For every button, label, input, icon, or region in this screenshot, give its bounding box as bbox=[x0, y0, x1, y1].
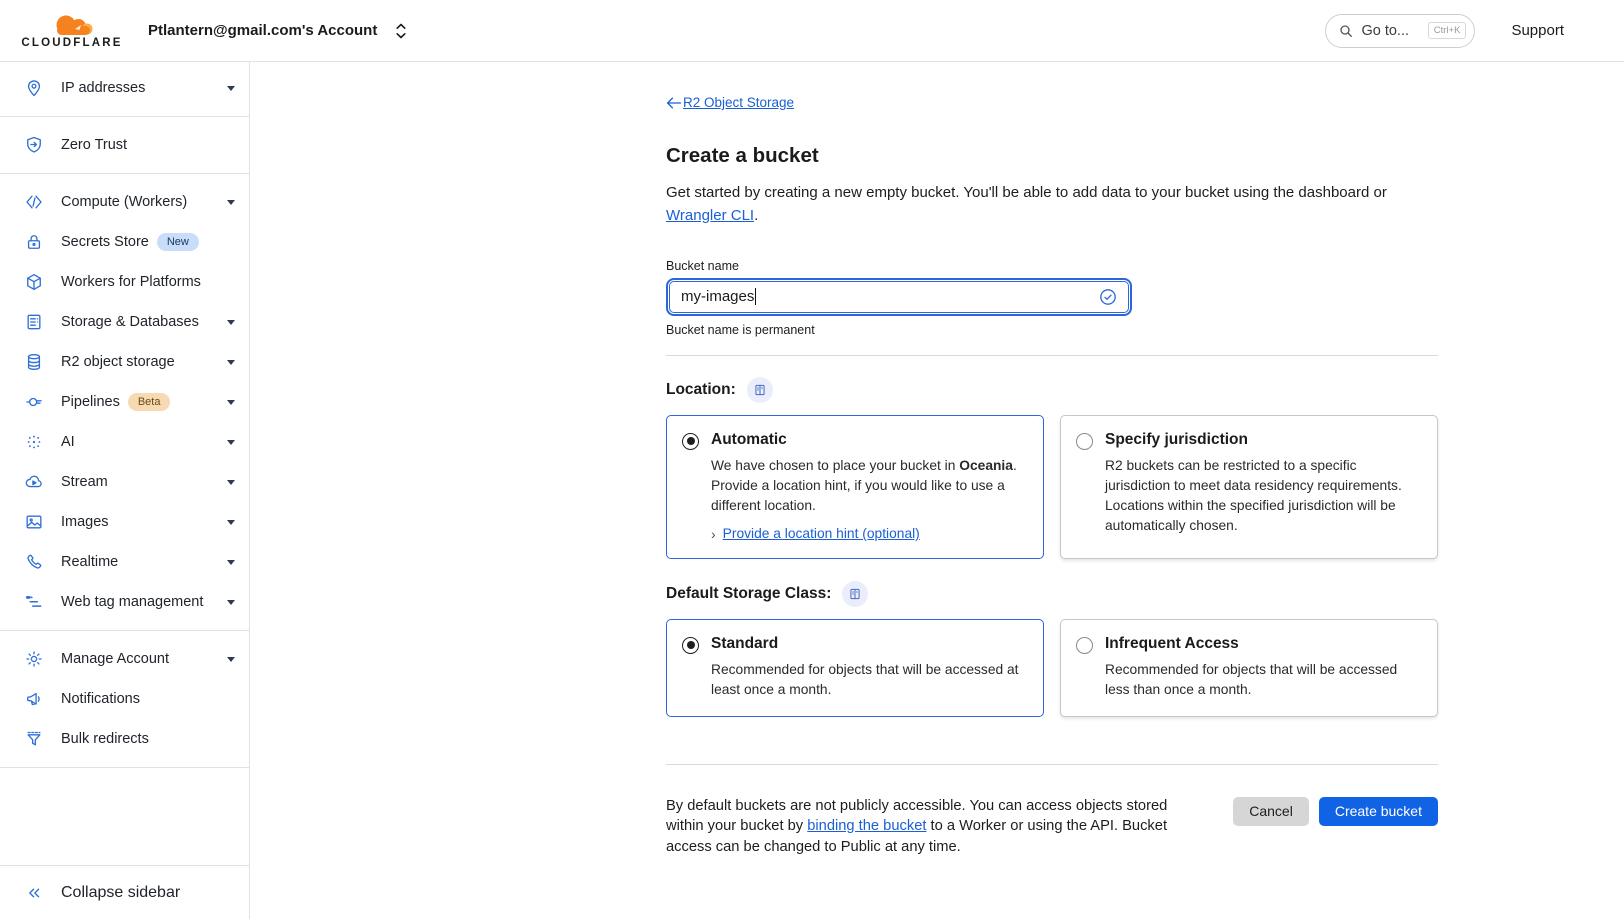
sidebar-item-label: Notifications bbox=[61, 691, 140, 707]
chevron-down-icon bbox=[227, 200, 235, 205]
access-note: By default buckets are not publicly accessible. You can access objects stored within your bucket by binding the bucket to a Worker or using the API. Bucket access can be changed to Public at any time. bbox=[666, 797, 1168, 855]
header-right bbox=[1325, 14, 1564, 48]
account-name: Ptlantern@gmail.com's Account bbox=[148, 22, 378, 39]
images-icon bbox=[24, 512, 44, 532]
storage-class-option-standard[interactable] bbox=[666, 619, 1044, 717]
phone-icon bbox=[24, 552, 44, 572]
footer-buttons bbox=[1233, 797, 1438, 826]
cloudflare-logo[interactable] bbox=[20, 13, 124, 49]
account-switcher[interactable] bbox=[148, 20, 409, 42]
docs-icon[interactable] bbox=[747, 377, 773, 403]
sidebar-item-ai[interactable] bbox=[0, 422, 249, 462]
sidebar-item-storage-databases[interactable] bbox=[0, 302, 249, 342]
chevron-down-icon bbox=[227, 657, 235, 662]
option-description: R2 buckets can be restricted to a specific jurisdiction to meet data residency requirements. Locations within the specified jurisdiction will be automatically chosen. bbox=[1105, 457, 1402, 533]
chevron-down-icon bbox=[227, 600, 235, 605]
location-options bbox=[666, 415, 1438, 559]
bucket-name-input[interactable] bbox=[666, 278, 1132, 316]
sidebar-item-label: Bulk redirects bbox=[61, 731, 149, 747]
collapse-sidebar-label: Collapse sidebar bbox=[61, 883, 181, 901]
database-icon bbox=[24, 312, 44, 332]
pipeline-icon bbox=[24, 392, 44, 412]
sidebar-item-r2-object-storage[interactable] bbox=[0, 342, 249, 382]
sidebar-item-realtime[interactable] bbox=[0, 542, 249, 582]
check-circle-icon bbox=[1098, 287, 1118, 307]
chevron-down-icon bbox=[227, 86, 235, 91]
account-switch-chevrons-icon bbox=[393, 20, 409, 42]
sidebar-item-zero-trust[interactable] bbox=[0, 125, 249, 165]
sidebar-item-stream[interactable] bbox=[0, 462, 249, 502]
divider bbox=[0, 173, 249, 174]
sidebar-item-notifications[interactable] bbox=[0, 679, 249, 719]
docs-icon[interactable] bbox=[842, 581, 868, 607]
divider bbox=[0, 116, 249, 117]
cube-icon bbox=[24, 272, 44, 292]
sidebar-item-label: Web tag management bbox=[61, 594, 204, 610]
option-title: Automatic bbox=[711, 430, 787, 448]
sidebar-item-label: Manage Account bbox=[61, 651, 170, 667]
chevron-right-icon: › bbox=[711, 525, 716, 542]
back-link-r2-object-storage[interactable] bbox=[666, 95, 794, 110]
option-description: Recommended for objects that will be accessed at least once a month. bbox=[711, 661, 1019, 697]
search-icon bbox=[1338, 23, 1354, 39]
new-badge: New bbox=[157, 233, 199, 251]
global-search-input[interactable] bbox=[1325, 14, 1475, 48]
bucket-name-value: my-images bbox=[681, 288, 755, 305]
cancel-button[interactable]: Cancel bbox=[1233, 797, 1309, 826]
page-title: Create a bucket bbox=[666, 143, 819, 167]
text-cursor bbox=[755, 288, 756, 305]
chevron-down-icon bbox=[227, 560, 235, 565]
ai-sparkles-icon bbox=[24, 432, 44, 452]
funnel-icon bbox=[24, 729, 44, 749]
sidebar-spacer bbox=[0, 776, 249, 865]
option-title: Infrequent Access bbox=[1105, 634, 1239, 652]
intro-paragraph: Get started by creating a new empty bucket. You'll be able to add data to your bucket using the dashboard or Wrangler CLI. bbox=[666, 183, 1387, 224]
collapse-sidebar-button[interactable] bbox=[0, 866, 249, 919]
provide-location-hint-link[interactable]: › Provide a location hint (optional) bbox=[711, 525, 920, 542]
support-menu[interactable]: Support bbox=[1511, 22, 1564, 39]
web-tag-icon bbox=[24, 592, 44, 612]
pin-icon bbox=[24, 78, 44, 98]
form-footer bbox=[666, 796, 1438, 858]
location-option-automatic[interactable] bbox=[666, 415, 1044, 559]
option-description: We have chosen to place your bucket in Oceania. Provide a location hint, if you would like to use a different location. bbox=[711, 457, 1017, 513]
search-shortcut-badge: Ctrl+K bbox=[1428, 22, 1467, 39]
sidebar-item-label: Realtime bbox=[61, 554, 119, 570]
shield-arrow-icon bbox=[24, 135, 44, 155]
sidebar-item-label: Compute (Workers) bbox=[61, 194, 188, 210]
chevron-down-icon bbox=[227, 440, 235, 445]
stream-cloud-play-icon bbox=[24, 472, 44, 492]
option-title: Specify jurisdiction bbox=[1105, 430, 1248, 448]
chevron-down-icon bbox=[227, 520, 235, 525]
create-bucket-button[interactable]: Create bucket bbox=[1319, 797, 1438, 826]
sidebar-item-label: Pipelines bbox=[61, 394, 120, 410]
divider bbox=[0, 630, 249, 631]
divider bbox=[666, 764, 1438, 765]
sidebar-item-label: Zero Trust bbox=[61, 137, 128, 153]
sidebar-nav bbox=[0, 62, 250, 919]
sidebar-item-bulk-redirects[interactable] bbox=[0, 719, 249, 759]
workers-icon bbox=[24, 192, 44, 212]
option-description: Recommended for objects that will be accessed less than once a month. bbox=[1105, 661, 1398, 697]
sidebar-item-compute-workers[interactable] bbox=[0, 182, 249, 222]
main-content bbox=[666, 62, 1438, 857]
bucket-name-helper: Bucket name is permanent bbox=[666, 322, 815, 337]
location-option-specify-jurisdiction[interactable] bbox=[1060, 415, 1438, 559]
lock-icon bbox=[24, 232, 44, 252]
gear-icon bbox=[24, 649, 44, 669]
option-title: Standard bbox=[711, 634, 779, 652]
sidebar-item-images[interactable] bbox=[0, 502, 249, 542]
back-arrow-icon bbox=[666, 96, 682, 110]
radio-checked[interactable] bbox=[682, 637, 699, 654]
brand-wordmark: CLOUDFLARE bbox=[21, 36, 123, 49]
binding-the-bucket-link[interactable]: binding the bucket bbox=[807, 818, 927, 834]
sidebar-item-label: Secrets Store bbox=[61, 234, 149, 250]
sidebar-item-label: Storage & Databases bbox=[61, 314, 199, 330]
radio-checked[interactable] bbox=[682, 433, 699, 450]
sidebar-item-label: Workers for Platforms bbox=[61, 274, 201, 290]
sidebar-item-pipelines[interactable] bbox=[0, 382, 249, 422]
sidebar-item-label: AI bbox=[61, 434, 75, 450]
storage-class-section-label: Default Storage Class: bbox=[666, 581, 1438, 607]
wrangler-cli-link[interactable]: Wrangler CLI bbox=[666, 206, 755, 224]
location-section-label: Location: bbox=[666, 377, 1438, 403]
radio-unchecked[interactable] bbox=[1076, 433, 1093, 450]
back-link-label: R2 Object Storage bbox=[683, 95, 795, 110]
bucket-name-label: Bucket name bbox=[666, 258, 739, 273]
cloudflare-cloud-icon bbox=[45, 13, 99, 39]
beta-badge: Beta bbox=[128, 393, 171, 411]
storage-class-option-infrequent-access[interactable] bbox=[1060, 619, 1438, 717]
sidebar-item-workers-for-platforms[interactable] bbox=[0, 262, 249, 302]
divider bbox=[0, 767, 249, 768]
sidebar-item-label: R2 object storage bbox=[61, 354, 175, 370]
chevron-down-icon bbox=[227, 480, 235, 485]
chevron-down-icon bbox=[227, 320, 235, 325]
radio-unchecked[interactable] bbox=[1076, 637, 1093, 654]
top-header bbox=[0, 0, 1624, 62]
chevron-down-icon bbox=[227, 400, 235, 405]
sidebar-item-ip-addresses[interactable] bbox=[0, 68, 249, 108]
r2-cylinder-icon bbox=[24, 352, 44, 372]
sidebar-item-label: IP addresses bbox=[61, 80, 146, 96]
divider bbox=[666, 355, 1438, 356]
megaphone-icon bbox=[24, 689, 44, 709]
double-chevron-left-icon bbox=[24, 883, 44, 903]
sidebar-item-label: Stream bbox=[61, 474, 108, 490]
sidebar-item-secrets-store[interactable] bbox=[0, 222, 249, 262]
sidebar-item-label: Images bbox=[61, 514, 109, 530]
search-placeholder: Go to... bbox=[1361, 22, 1410, 39]
sidebar-item-manage-account[interactable] bbox=[0, 639, 249, 679]
sidebar-item-web-tag-management[interactable] bbox=[0, 582, 249, 622]
chevron-down-icon bbox=[227, 360, 235, 365]
storage-class-options bbox=[666, 619, 1438, 717]
